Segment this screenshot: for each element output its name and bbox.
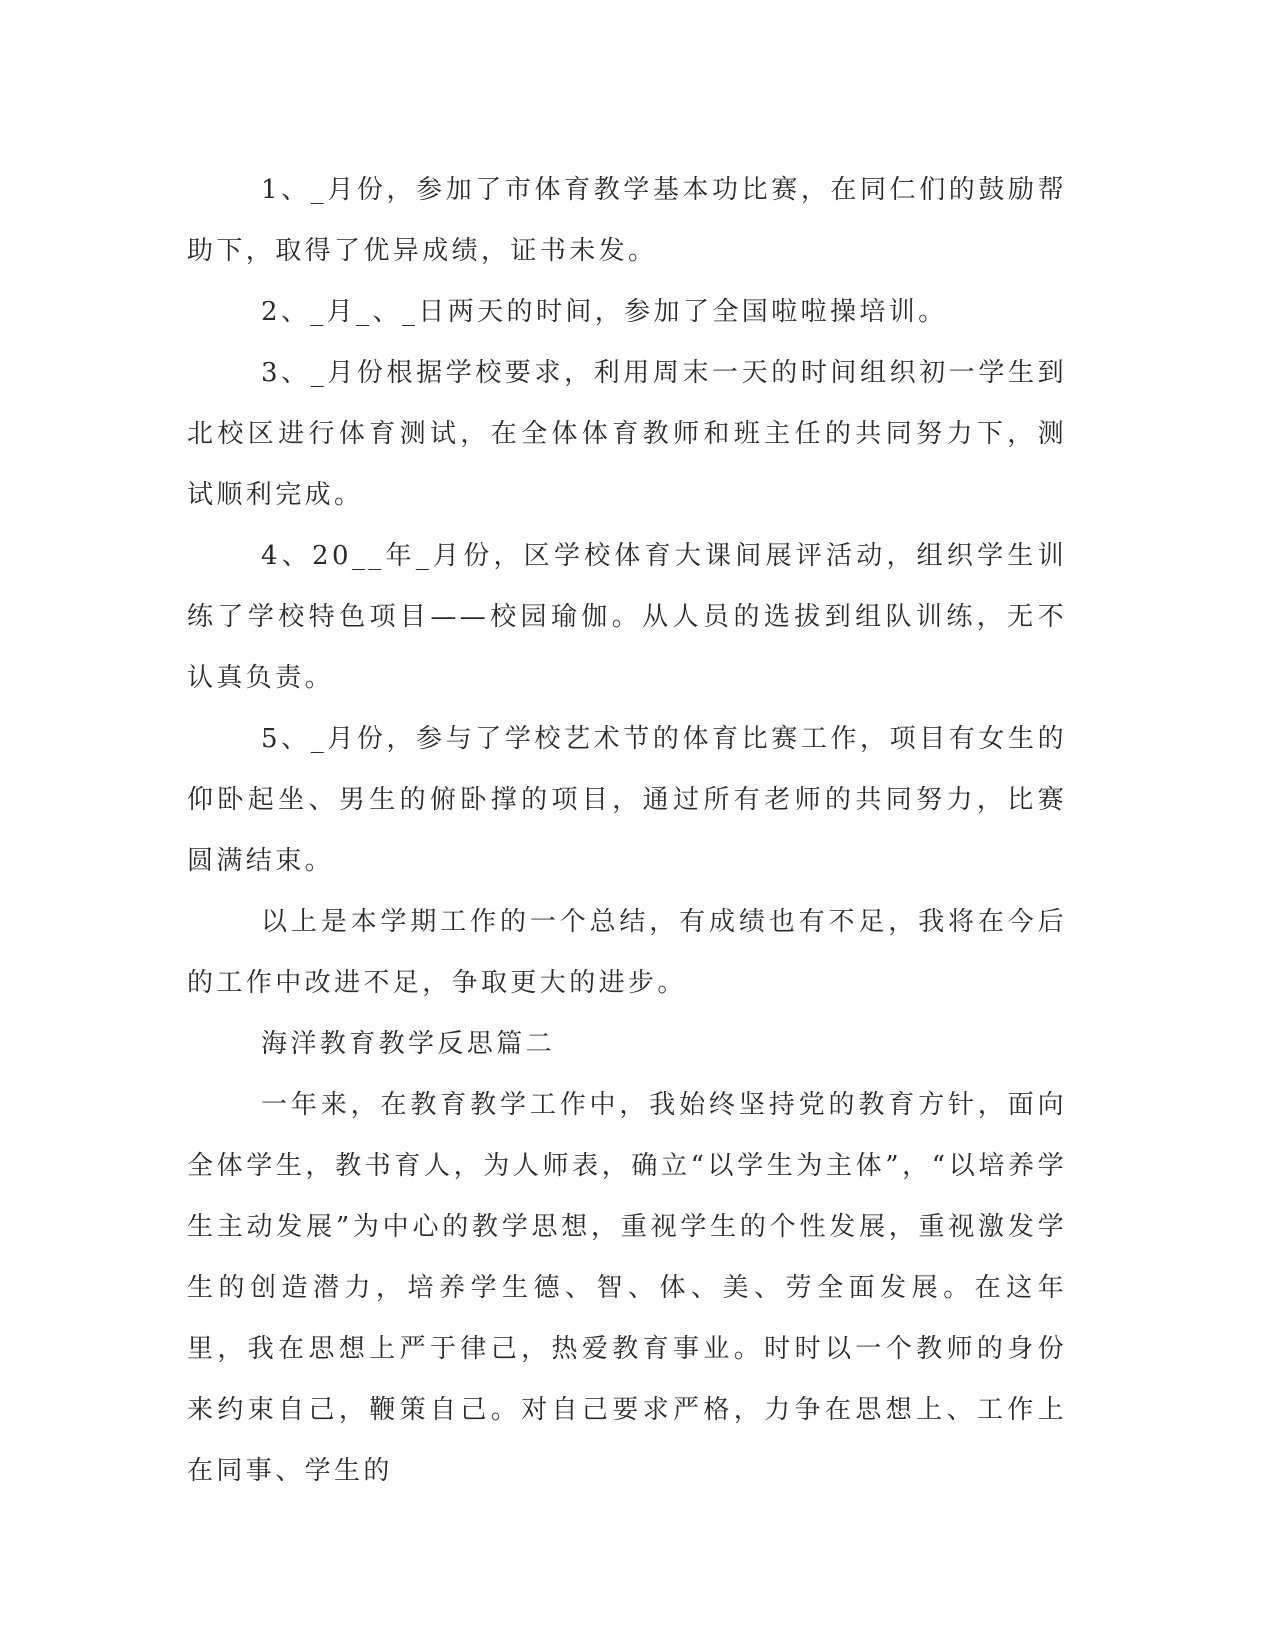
paragraph-item-3: 3、_月份根据学校要求，利用周末一天的时间组织初一学生到北校区进行体育测试，在全体体育教师和班主任的共同努力下，测试顺利完成。 [187, 358, 1067, 510]
paragraph-item-5: 5、_月份，参与了学校艺术节的体育比赛工作，项目有女生的仰卧起坐、男生的俯卧撑的项目，通过所有老师的共同努力，比赛圆满结束。 [187, 724, 1067, 876]
paragraph-item-4: 4、20__年_月份，区学校体育大课间展评活动，组织学生训练了学校特色项目——校园瑜伽。从人员的选拔到组队训练，无不认真负责。 [187, 541, 1067, 693]
section-body-paragraph: 一年来，在教育教学工作中，我始终坚持党的教育方针，面向全体学生，教书育人，为人师表，确立“以学生为主体”，“以培养学生主动发展”为中心的教学思想，重视学生的个性发展，重视激发学生的创造潜力，培养学生德、智、体、美、劳全面发展。在这年里，我在思想上严于律己，热爱教育事业。时时以一个教师的身份来约束自己，鞭策自己。对自己要求严格，力争在思想上、工作上在同事、学生的 [187, 1090, 1067, 1486]
summary-paragraph: 以上是本学期工作的一个总结，有成绩也有不足，我将在今后的工作中改进不足，争取更大的进步。 [187, 907, 1067, 998]
paragraph-item-2: 2、_月_、_日两天的时间，参加了全国啦啦操培训。 [261, 297, 948, 327]
section-heading: 海洋教育教学反思篇二 [261, 1029, 556, 1059]
document-body [187, 160, 1067, 1502]
paragraph-item-1: 1、_月份，参加了市体育教学基本功比赛，在同仁们的鼓励帮助下，取得了优异成绩，证书未发。 [187, 175, 1067, 266]
